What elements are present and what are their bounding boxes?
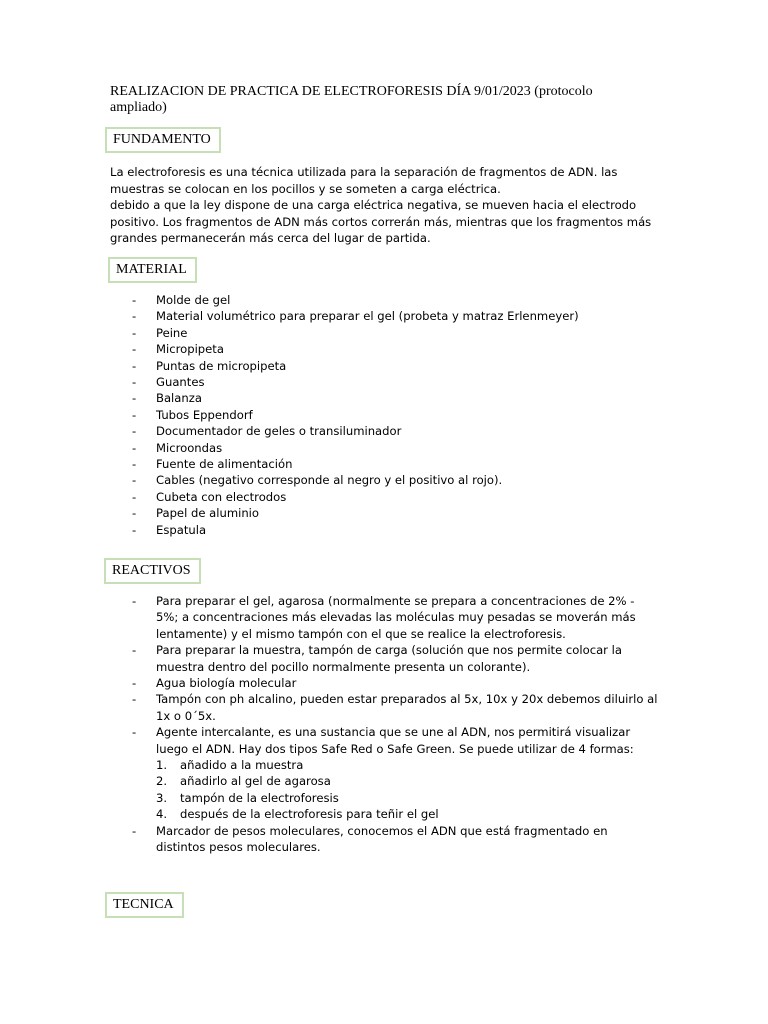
list-item-text: Micropipeta [156, 342, 224, 357]
bullet-dash: - [132, 676, 137, 691]
bullet-dash: - [132, 725, 137, 740]
list-item-text: Agente intercalante, es una sustancia que se une al ADN, nos permitirá visualizar luego el ADN. Hay dos tipos Safe Red o Safe Green. Se puede utilizar de 4 formas: [156, 725, 634, 756]
list-item [110, 358, 660, 374]
bullet-dash: - [132, 457, 137, 472]
list-item [110, 823, 660, 856]
list-item [110, 308, 660, 324]
bullet-dash: - [132, 594, 137, 608]
section-heading-reactivos [104, 558, 201, 584]
section-heading-tecnica [105, 892, 184, 918]
bullet-dash: - [132, 424, 137, 439]
reactivos-list [110, 593, 660, 856]
bullet-dash: - [132, 342, 137, 357]
sublist-item-text: después de la electroforesis para teñir el gel [180, 807, 439, 822]
sublist-item [156, 757, 660, 773]
fundamento-paragraph-2: debido a que la ley dispone de una carga eléctrica negativa, se mueven hacia el electrodo positivo. Los fragmentos de ADN más cortos correrán más, mientras que los fragmentos más grandes permanecerán más cerca del lugar de partida. [110, 198, 652, 245]
fundamento-paragraph-1: La electroforesis es una técnica utilizada para la separación de fragmentos de ADN. las muestras se colocan en los pocillos y se someten a carga eléctrica. [110, 165, 618, 196]
list-item-text: Marcador de pesos moleculares, conocemos el ADN que está fragmentado en distintos pesos moleculares. [156, 823, 608, 855]
document-title: REALIZACION DE PRACTICA DE ELECTROFORESIS DÍA 9/01/2023 (protocolo ampliado) [110, 84, 593, 115]
list-item-text: Cables (negativo corresponde al negro y el positivo al rojo). [156, 473, 503, 488]
sublist-item [156, 773, 660, 789]
section-heading-tecnica-label: TECNICA [113, 897, 174, 912]
list-item-text: Espatula [156, 522, 207, 537]
sublist-number: 3. [156, 790, 168, 805]
list-item [110, 691, 660, 724]
list-item [110, 472, 660, 488]
bullet-dash: - [132, 489, 137, 504]
list-item [110, 440, 660, 456]
list-item-text: Para preparar la muestra, tampón de carga (solución que nos permite colocar la muestra dentro del pocillo normalmente presenta un colorante). [156, 643, 622, 674]
bullet-dash: - [132, 293, 137, 307]
list-item-text: Agua biología molecular [156, 676, 297, 691]
list-item-text: Tubos Eppendorf [156, 407, 253, 422]
list-item-text: Papel de aluminio [156, 506, 260, 521]
sublist-item-text: añadirlo al gel de agarosa [180, 774, 331, 789]
bullet-dash: - [132, 375, 137, 390]
sublist-item [156, 790, 660, 806]
list-item [110, 642, 660, 675]
sublist-item [156, 806, 660, 822]
list-item [110, 292, 660, 308]
section-heading-material-label: MATERIAL [116, 262, 187, 277]
list-item-text: Balanza [156, 391, 202, 406]
list-item [110, 522, 660, 538]
list-item-text: Fuente de alimentación [156, 457, 293, 472]
list-item [110, 724, 660, 822]
list-item-text: Puntas de micropipeta [156, 358, 287, 373]
bullet-dash: - [132, 358, 137, 373]
sublist-number: 2. [156, 774, 168, 789]
list-item-text: Guantes [156, 375, 205, 390]
list-item-text: Molde de gel [156, 293, 231, 307]
material-list [110, 292, 660, 538]
sublist-item-text: tampón de la electroforesis [180, 790, 339, 805]
bullet-dash: - [132, 325, 137, 340]
list-item-text: Microondas [156, 440, 223, 455]
bullet-dash: - [132, 522, 137, 537]
list-item [110, 390, 660, 406]
bullet-dash: - [132, 309, 137, 324]
list-item-text: Cubeta con electrodos [156, 489, 287, 504]
list-item [110, 505, 660, 521]
bullet-dash: - [132, 643, 137, 658]
list-item [110, 489, 660, 505]
numbered-sublist [156, 757, 660, 823]
list-item-text: Documentador de geles o transiluminador [156, 424, 402, 439]
list-item [110, 407, 660, 423]
list-item [110, 325, 660, 341]
bullet-dash: - [132, 692, 137, 707]
sublist-item-text: añadido a la muestra [180, 758, 304, 773]
list-item [110, 593, 660, 642]
list-item [110, 341, 660, 357]
section-heading-fundamento [105, 127, 221, 153]
sublist-number: 4. [156, 807, 168, 822]
bullet-dash: - [132, 407, 137, 422]
section-heading-reactivos-label: REACTIVOS [112, 563, 191, 578]
list-item [110, 423, 660, 439]
list-item [110, 456, 660, 472]
bullet-dash: - [132, 440, 137, 455]
bullet-dash: - [132, 823, 137, 838]
list-item [110, 374, 660, 390]
section-heading-fundamento-label: FUNDAMENTO [113, 132, 211, 147]
bullet-dash: - [132, 391, 137, 406]
list-item-text: Para preparar el gel, agarosa (normalmente se prepara a concentraciones de 2% - 5%; a concentraciones más elevadas las moléculas muy pesadas se moverán más lentamente) y el mismo tampón con el que se realice la electroforesis. [156, 594, 636, 641]
list-item-text: Tampón con ph alcalino, pueden estar preparados al 5x, 10x y 20x debemos diluirlo al 1x o 0´5x. [156, 692, 658, 723]
list-item-text: Peine [156, 325, 188, 340]
list-item-text: Material volumétrico para preparar el gel (probeta y matraz Erlenmeyer) [156, 309, 579, 324]
list-item [110, 675, 660, 691]
bullet-dash: - [132, 506, 137, 521]
section-heading-material [108, 257, 197, 283]
sublist-number: 1. [156, 758, 168, 773]
bullet-dash: - [132, 473, 137, 488]
fundamento-text [110, 164, 655, 247]
